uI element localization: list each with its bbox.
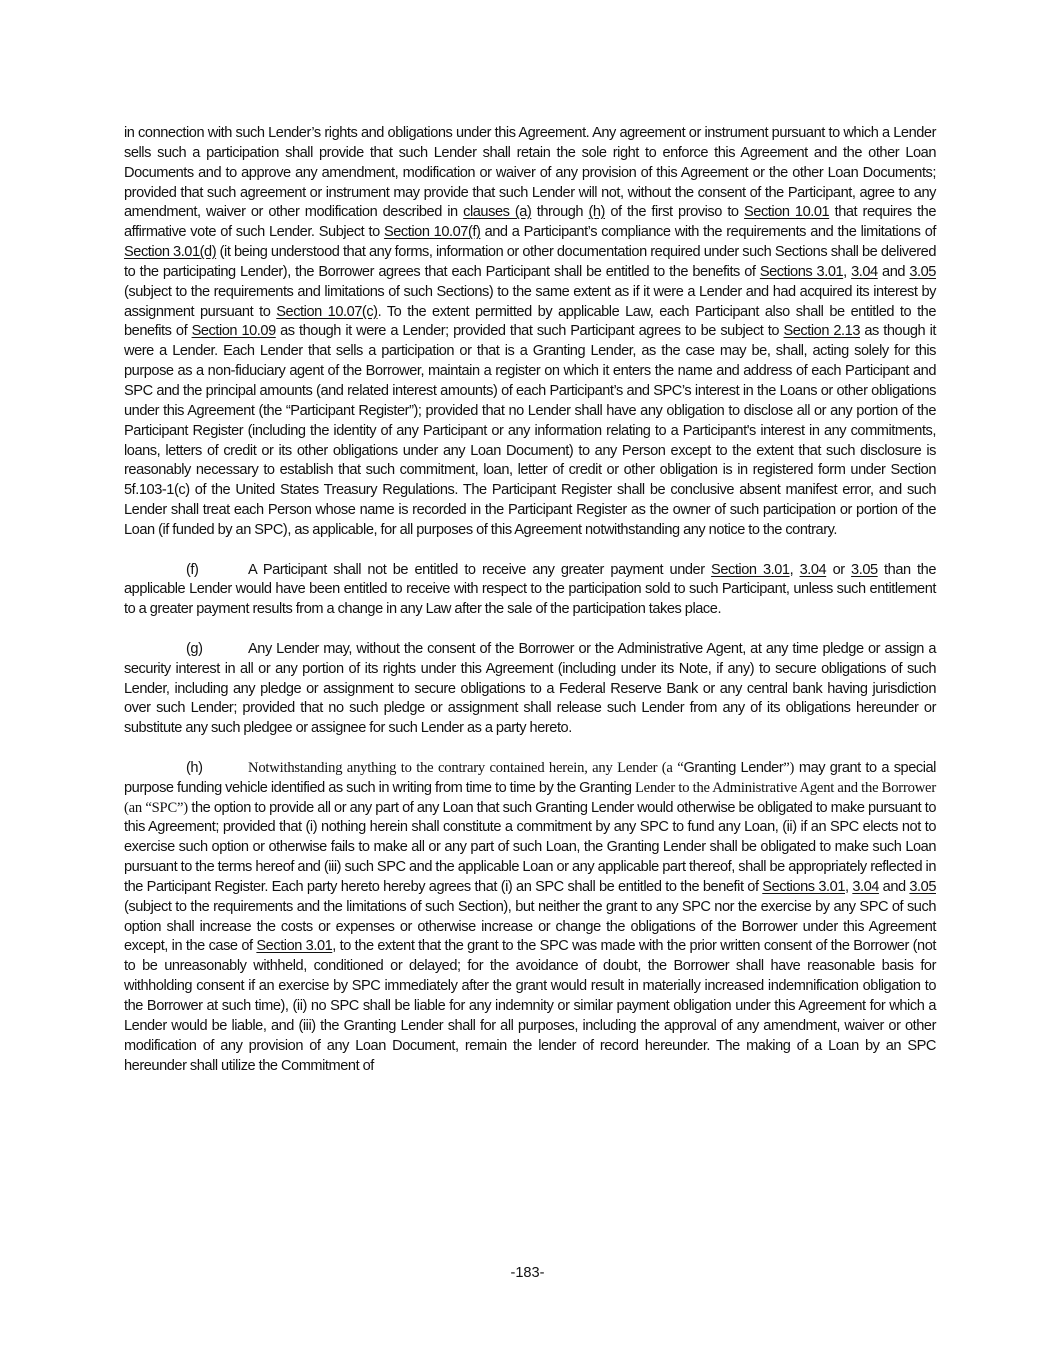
cross-reference: 3.05 <box>909 878 936 895</box>
text-run: that requires the affirmative vote of such Lender. Subject to <box>124 204 936 241</box>
text-run: (subject to the requirements and limitations of such Sections) to the same extent as if it were a Lender and had acquired its interest by assignment pursuant to <box>124 283 936 320</box>
text-run: Notwithstanding anything to the contrary contained herein, any Lender (a “ <box>248 759 684 776</box>
cross-reference: Section 3.01 <box>256 938 333 955</box>
text-run: Any Lender may, without the consent of the Borrower or the Administrative Agent, at any time pledge or assign a security interest in all or any portion of its rights under this Agreement (including under its Note, if any) to secure obligations of such Lender, including any pledge or assignment to secure obligations to a Federal Reserve Bank or any central bank having jurisdiction over such Lender; provided that no such pledge or assignment shall release such Lender from any of its obligations hereunder or substitute any such pledgee or assignee for such Lender as a party hereto. <box>124 640 936 737</box>
cross-reference: Section 10.01 <box>744 204 830 221</box>
cross-reference: 3.04 <box>799 561 827 578</box>
cross-reference: Sections 3.01 <box>759 263 844 280</box>
cross-reference: Section 2.13 <box>783 323 860 340</box>
text-run: as though it were a Lender; provided that such Participant agrees to be subject to <box>275 323 784 340</box>
page-number: -183- <box>510 1265 545 1281</box>
page-body <box>124 124 936 1076</box>
text-run: of the first proviso to <box>604 204 744 221</box>
cross-reference: 3.04 <box>851 263 878 280</box>
text-run: and <box>877 263 910 280</box>
text-run: the option to provide all or any part of any Loan that such Granting Lender would otherwise be obligated to make pursuant to this Agreement; provided that (i) nothing herein shall constitute a commitment by any SPC to fund any Loan, (ii) if an SPC elects not to exercise such option or otherwise fails to make all or any part of such Loan, the Granting Lender shall be obligated to make such Loan pursuant to the terms hereof and (iii) such SPC and the applicable Loan or any applicable part thereof, shall be appropriately reflected in the Participant Register. Each party hereto hereby agrees that (i) an SPC shall be entitled to the benefit of <box>124 799 936 895</box>
cross-reference: Section 10.07(c) <box>276 303 378 320</box>
cross-reference: 3.05 <box>909 263 936 280</box>
text-run: (it being understood that any forms, information or other documentation required under such Sections shall be delivered to the participating Lender), the Borrower agrees that each Participant shall be entitled to the benefits of <box>124 244 936 280</box>
paragraph-indent <box>124 561 248 581</box>
text-run: . To the extent permitted by applicable Law, each Participant also shall be entitled to the benefits of <box>124 303 937 340</box>
text-run: , <box>789 561 800 578</box>
text-run: or <box>826 561 852 578</box>
text-run: through <box>531 204 589 221</box>
cross-reference: Section 3.01 <box>711 561 790 578</box>
cross-reference: 3.05 <box>851 561 878 578</box>
text-run: Lender to the Administrative Agent and the Borrower (an “SPC”) <box>124 779 936 816</box>
paragraph-indent <box>124 640 248 660</box>
cross-reference: clauses (a) <box>463 204 532 221</box>
text-run: and <box>878 878 910 895</box>
text-run: as though it were a Lender. Each Lender that sells a participation or that is a Granting Lender, as the case may be, shall, acting solely for this purpose as a non-fiduciary agent of the Borrower, maintain a register on which it enters the name and address of each Participant and SPC and the principal amounts (and related interest amounts) of each Participant’s and SPC’s interest in the Loans or other obligations under this Agreement (the “Participant Register”); provided that no Lender shall have any obligation to disclose all or any portion of the Participant Register (including the identity of any Participant or any information relating to a Participant's interest in any commitments, loans, letters of credit or its other obligations under any Loan Document) to any Person except to the extent that such disclosure is reasonably necessary to establish that such commitment, loan, letter of credit or other obligation is in registered form under Section 5f.103-1(c) of the United States Treasury Regulations. The Participant Register shall be conclusive absent manifest error, and such Lender shall treat each Person whose name is recorded in the Participant Register as the owner of such participation or portion of the Loan (if funded by an SPC), as applicable, for all purposes of this Agreement notwithstanding any notice to the contrary. <box>124 323 937 538</box>
cross-reference: Sections 3.01 <box>762 878 845 895</box>
cross-reference: 3.04 <box>852 878 879 895</box>
cross-reference: (h) <box>588 204 605 221</box>
paragraph-label: (f) <box>186 561 199 578</box>
paragraph-label: (h) <box>186 759 203 776</box>
text-run: may grant to a special purpose funding vehicle identified as such in writing from time to time by the Granting <box>124 759 936 796</box>
text-run: (subject to the requirements and the limitations of such Section), but neither the grant to any SPC nor the exercise by any SPC of such option shall increase the costs or expenses or otherwise increase or change the obligations of the Borrower under this Agreement except, in the case of <box>124 898 936 955</box>
paragraph-h <box>124 759 936 1077</box>
text-run: in connection with such Lender’s rights and obligations under this Agreement. Any agreement or instrument pursuant to which a Lender sells such a participation shall provide that such Lender shall retain the sole right to enforce this Agreement and the other Loan Documents and to approve any amendment, modification or waiver of any provision of this Agreement or the other Loan Documents; provided that such agreement or instrument may provide that such Lender will not, without the consent of the Participant, agree to any amendment, waiver or other modification described in <box>124 125 936 221</box>
paragraph-g <box>124 640 936 739</box>
text-run: than the applicable Lender would have been entitled to receive with respect to the participation sold to such Participant, unless such entitlement to a greater payment results from a change in any Law after the sale of the participation takes place. <box>124 561 936 618</box>
text-run: , <box>843 263 852 280</box>
cross-reference: Section 3.01(d) <box>124 244 217 261</box>
cross-reference: Section 10.07(f) <box>383 224 481 241</box>
text-run: A Participant shall not be entitled to receive any greater payment under <box>248 561 712 578</box>
paragraph-indent <box>124 759 248 779</box>
text-run: ”) <box>783 759 795 776</box>
text-run: , to the extent that the grant to the SPC was made with the prior written consent of the Borrower (not to be unreasonably withheld, conditioned or delayed; for the avoidance of doubt, the Borrower shall have reasonable basis for withholding consent if an exercise by SPC immediately after the grant would result in materially increased indemnification obligation to the Borrower at such time), (ii) no SPC shall be liable for any indemnity or similar payment obligation under this Agreement for which a Lender would be liable, and (iii) the Granting Lender shall for all purposes, including the approval of any amendment, waiver or other modification of any provision of any Loan Document, remain the lender of record hereunder. The making of a Loan by an SPC hereunder shall utilize the Commitment of <box>124 938 936 1074</box>
cross-reference: Section 10.09 <box>191 323 276 340</box>
text-run: , <box>844 878 853 895</box>
paragraph-label: (g) <box>186 640 203 657</box>
paragraph-continuation <box>124 124 936 541</box>
paragraph-f <box>124 561 936 621</box>
text-run: Granting Lender <box>683 759 784 776</box>
text-run: and a Participant’s compliance with the requirements and the limitations of <box>480 224 936 241</box>
